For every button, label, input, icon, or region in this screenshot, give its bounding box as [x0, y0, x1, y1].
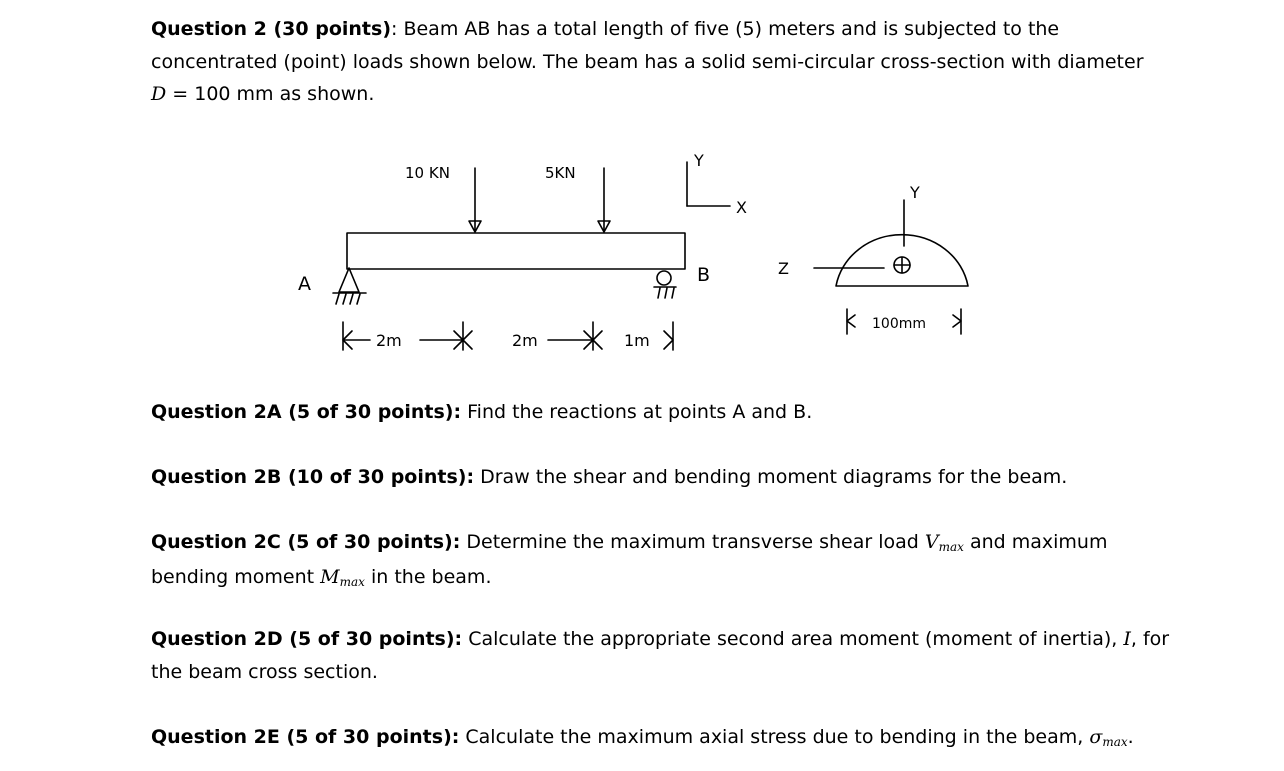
question-2d-label: Question 2D (5 of 30 points): — [151, 628, 463, 650]
m-max-subscript: max — [339, 574, 365, 589]
m-max-symbol: M — [320, 565, 340, 588]
question-2a-text: Find the reactions at points A and B. — [461, 401, 813, 423]
dimension-1-label: 2m — [376, 331, 402, 350]
cross-section-y-label: Y — [910, 183, 920, 202]
cross-section — [814, 200, 968, 334]
intro-line-2: concentrated (point) loads shown below. The beam has a solid semi-circular cross-section with diameter — [151, 50, 1144, 73]
diameter-symbol: D — [151, 83, 167, 105]
question-2b-text: Draw the shear and bending moment diagrams for the beam. — [474, 466, 1068, 488]
question-2a — [151, 396, 812, 429]
point-b-label: B — [697, 264, 711, 286]
question-2d — [151, 623, 1169, 688]
axis-x-label: X — [736, 198, 747, 217]
load-5kn-arrow — [598, 168, 610, 232]
question-2c-text-2: and maximum — [963, 531, 1108, 553]
question-2b — [151, 461, 1067, 494]
question-2c-text-4: in the beam. — [364, 565, 492, 588]
load-5kn-label: 5KN — [545, 164, 576, 182]
v-max-subscript: max — [938, 540, 964, 554]
axis-y-label: Y — [694, 151, 704, 170]
dimension-2-label: 2m — [512, 331, 538, 350]
intro-line-3: = 100 mm as shown. — [166, 83, 375, 105]
v-max-symbol: V — [924, 531, 939, 553]
question-2c — [151, 526, 1107, 595]
axis-z-label: Z — [778, 259, 789, 278]
sigma-max-subscript: max — [1102, 735, 1128, 749]
question-2c-text-1: Determine the maximum transverse shear load — [460, 531, 925, 553]
beam-body — [347, 233, 685, 269]
inertia-symbol: I — [1123, 628, 1131, 650]
question-2c-text-3: bending moment — [151, 565, 321, 588]
question-2e — [151, 721, 1134, 756]
roller-support-b — [654, 271, 676, 298]
question-2e-end: . — [1127, 726, 1134, 748]
cross-section-width-label: 100mm — [872, 316, 926, 332]
intro-line-1: : Beam AB has a total length of five (5) meters and is subjected to the — [391, 18, 1060, 40]
question-2b-label: Question 2B (10 of 30 points): — [151, 466, 475, 488]
sigma-max-symbol: σ — [1089, 726, 1103, 748]
load-10kn-label: 10 KN — [405, 164, 450, 182]
question-2e-text: Calculate the maximum axial stress due to bending in the beam, — [459, 726, 1090, 748]
question-2d-text-3: the beam cross section. — [151, 660, 378, 683]
point-a-label: A — [298, 273, 311, 295]
question-2c-label: Question 2C (5 of 30 points): — [151, 531, 461, 553]
dimension-3-label: 1m — [624, 331, 650, 350]
pin-support-a — [333, 268, 366, 304]
load-10kn-arrow — [469, 168, 481, 232]
question-2a-label: Question 2A (5 of 30 points): — [151, 401, 462, 423]
question-2-label: Question 2 (30 points) — [151, 18, 392, 40]
question-2d-text-1: Calculate the appropriate second area moment (moment of inertia), — [462, 628, 1124, 650]
question-2e-label: Question 2E (5 of 30 points): — [151, 726, 460, 748]
question-2d-text-2: , for — [1130, 628, 1170, 650]
